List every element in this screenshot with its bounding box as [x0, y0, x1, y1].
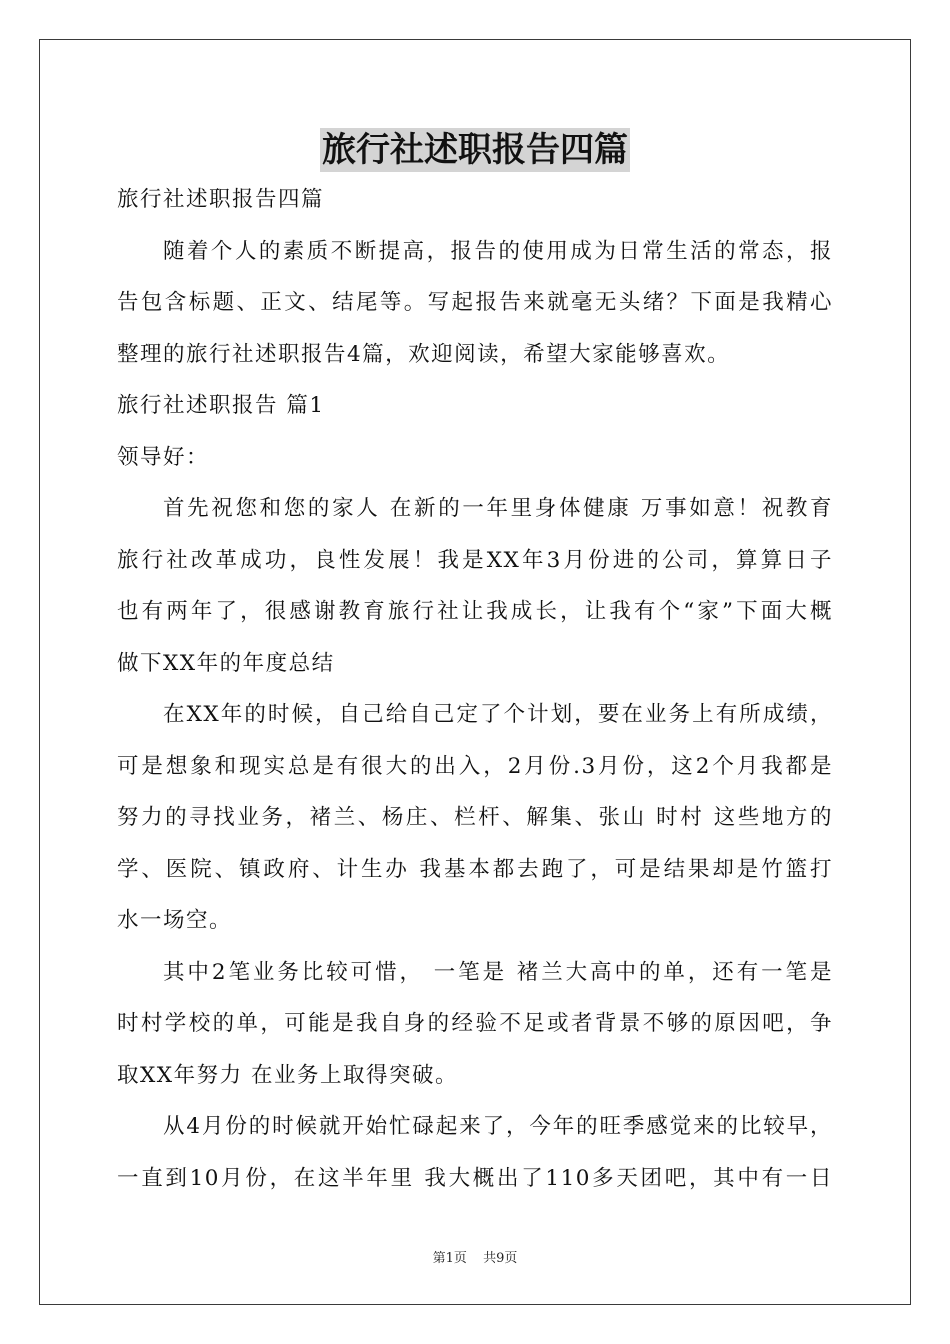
- paragraph-line: 告包含标题、正文、结尾等。写起报告来就毫无头绪？下面是我精心: [117, 290, 833, 315]
- subtitle-line: 旅行社述职报告四篇: [117, 187, 325, 212]
- paragraph-line: 在XX年的时候，自己给自己定了个计划，要在业务上有所成绩，: [163, 702, 833, 727]
- paragraph-line: 整理的旅行社述职报告4篇，欢迎阅读，希望大家能够喜欢。: [117, 341, 731, 367]
- document-body: [117, 174, 833, 1204]
- paragraph-line: 可是想象和现实总是有很大的出入，2月份.3月份，这2个月我都是: [117, 753, 833, 779]
- title-container: [0, 128, 950, 172]
- paragraph-line: 一直到10月份，在这半年里 我大概出了110多天团吧，其中有一日: [117, 1165, 833, 1191]
- page-footer: [0, 1247, 950, 1266]
- paragraph-line: 时村学校的单，可能是我自身的经验不足或者背景不够的原因吧，争: [117, 1011, 833, 1036]
- paragraph-line: 努力的寻找业务，褚兰、杨庄、栏杆、解集、张山 时村 这些地方的: [117, 805, 833, 830]
- paragraph-line: 从4月份的时候就开始忙碌起来了，今年的旺季感觉来的比较早，: [163, 1114, 833, 1139]
- section-heading: 旅行社述职报告 篇1: [117, 393, 325, 418]
- document-title: 旅行社述职报告四篇: [322, 130, 628, 170]
- paragraph-line: 做下XX年的年度总结: [117, 650, 335, 676]
- paragraph-line: 水一场空。: [117, 908, 233, 933]
- greeting-line: 领导好：: [117, 444, 210, 470]
- paragraph-line: 也有两年了，很感谢教育旅行社让我成长，让我有个“家”下面大概: [117, 599, 833, 624]
- paragraph-line: 旅行社改革成功，良性发展！我是XX年3月份进的公司，算算日子: [117, 547, 833, 573]
- paragraph-line: 其中2笔业务比较可惜， 一笔是 褚兰大高中的单，还有一笔是: [163, 959, 833, 985]
- paragraph-line: 首先祝您和您的家人 在新的一年里身体健康 万事如意！祝教育: [163, 496, 833, 521]
- paragraph-line: 取XX年努力 在业务上取得突破。: [117, 1062, 458, 1088]
- page-number-total: 共9页: [483, 1251, 518, 1266]
- page-number-current: 第1页: [432, 1251, 467, 1266]
- paragraph-line: 随着个人的素质不断提高，报告的使用成为日常生活的常态，报: [163, 238, 833, 264]
- paragraph-line: 学、医院、镇政府、计生办 我基本都去跑了，可是结果却是竹篮打: [117, 856, 833, 882]
